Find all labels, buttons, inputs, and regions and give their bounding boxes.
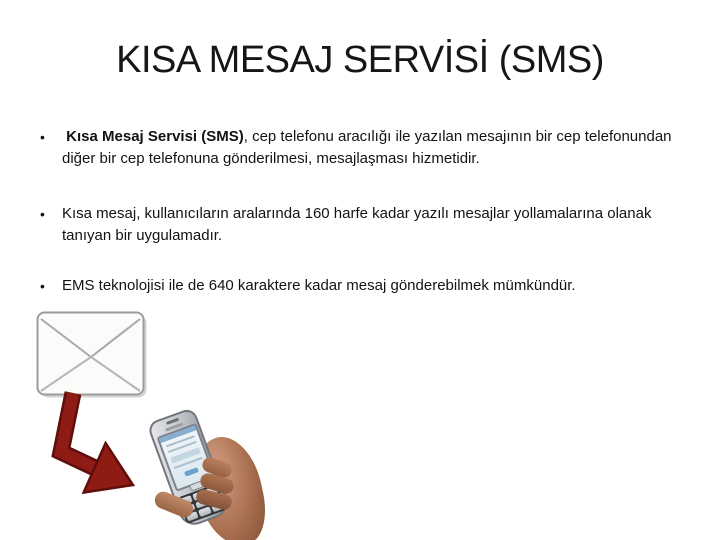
bullet-dot-icon: • bbox=[40, 278, 45, 294]
bullet-list bbox=[40, 126, 692, 297]
bullet-text-rest: EMS teknolojisi ile de 640 karaktere kadar mesaj gönderebilmek mümkündür. bbox=[62, 277, 576, 294]
bullet-dot-icon: • bbox=[40, 206, 45, 222]
bullet-text bbox=[62, 203, 690, 247]
bullet-text bbox=[62, 275, 690, 297]
screen-ok-button bbox=[184, 467, 199, 476]
hand-holding-phone-icon bbox=[138, 410, 266, 540]
bullet-item bbox=[40, 203, 692, 247]
sms-illustration bbox=[20, 302, 266, 540]
page-title: KISA MESAJ SERVİSİ (SMS) bbox=[116, 39, 604, 81]
bullet-text-bold: Kısa Mesaj Servisi (SMS) bbox=[62, 128, 244, 145]
bullet-text-rest: , cep telefonu aracılığı ile yazılan mesajının bir cep telefonundan diğer bir cep telefonuna gönderilmesi, mesajlaşması hizmetidir. bbox=[62, 128, 676, 167]
bullet-item bbox=[40, 275, 692, 297]
bullet-dot-icon: • bbox=[40, 129, 45, 145]
bullet-text-rest: Kısa mesaj, kullanıcıların aralarında 160 harfe kadar yazılı mesajlar yollamalarına olanak tanıyan bir uygulamadır. bbox=[62, 205, 656, 244]
keypad-key bbox=[198, 507, 211, 517]
bullet-item bbox=[40, 126, 692, 170]
bullet-text bbox=[62, 126, 690, 170]
